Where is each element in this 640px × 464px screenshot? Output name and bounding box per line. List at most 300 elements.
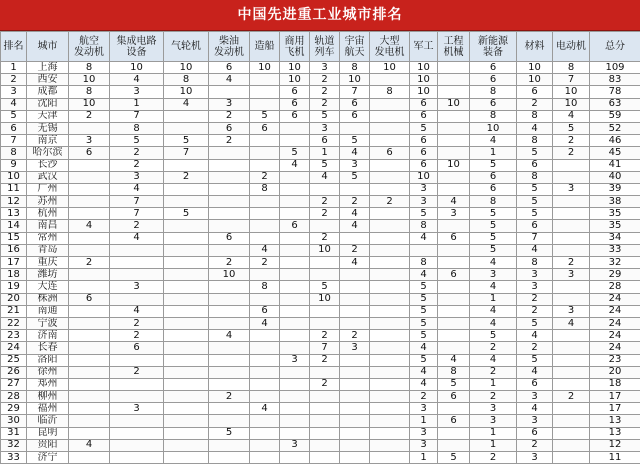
- score-cell: [340, 293, 370, 305]
- score-cell: 6: [470, 171, 517, 183]
- table-body: [1, 62, 640, 464]
- score-cell: 10: [280, 62, 310, 74]
- score-cell: 6: [410, 147, 438, 159]
- score-cell: 4: [410, 366, 438, 378]
- score-cell: [209, 281, 250, 293]
- score-cell: 4: [470, 317, 517, 329]
- score-cell: 2: [470, 342, 517, 354]
- score-cell: [438, 183, 470, 195]
- rank-cell: 10: [1, 171, 27, 183]
- score-cell: [110, 354, 164, 366]
- score-cell: [553, 281, 590, 293]
- rank-cell: 18: [1, 269, 27, 281]
- score-cell: [69, 122, 110, 134]
- score-cell: [209, 366, 250, 378]
- score-cell: 2: [310, 232, 340, 244]
- score-cell: 7: [110, 110, 164, 122]
- rank-cell: 3: [1, 86, 27, 98]
- total-cell: 109: [590, 62, 640, 74]
- table-row: [1, 110, 640, 122]
- score-cell: 5: [340, 171, 370, 183]
- column-header-line: 列车: [310, 47, 339, 58]
- score-cell: [553, 366, 590, 378]
- score-cell: [438, 439, 470, 451]
- city-cell: 杭州: [27, 208, 69, 220]
- total-cell: 32: [590, 257, 640, 269]
- score-cell: 3: [69, 135, 110, 147]
- score-cell: 10: [370, 62, 410, 74]
- score-cell: [164, 159, 209, 171]
- score-cell: [69, 354, 110, 366]
- rank-cell: 23: [1, 330, 27, 342]
- score-cell: 3: [410, 427, 438, 439]
- rank-cell: 16: [1, 244, 27, 256]
- rank-cell: 28: [1, 391, 27, 403]
- score-cell: 2: [250, 257, 280, 269]
- total-cell: 13: [590, 427, 640, 439]
- score-cell: [553, 439, 590, 451]
- rank-cell: 13: [1, 208, 27, 220]
- score-cell: 4: [470, 354, 517, 366]
- total-cell: 63: [590, 98, 640, 110]
- score-cell: [370, 110, 410, 122]
- score-cell: 3: [410, 439, 438, 451]
- score-cell: 1: [470, 147, 517, 159]
- rank-cell: 24: [1, 342, 27, 354]
- score-cell: [310, 452, 340, 464]
- score-cell: 10: [310, 293, 340, 305]
- rank-cell: 11: [1, 183, 27, 195]
- score-cell: 3: [110, 403, 164, 415]
- score-cell: [69, 232, 110, 244]
- score-cell: 2: [517, 293, 553, 305]
- score-cell: 8: [410, 220, 438, 232]
- score-cell: 6: [209, 62, 250, 74]
- city-cell: 徐州: [27, 366, 69, 378]
- score-cell: [438, 257, 470, 269]
- score-cell: [209, 171, 250, 183]
- score-cell: [110, 391, 164, 403]
- total-cell: 17: [590, 403, 640, 415]
- score-cell: 1: [110, 98, 164, 110]
- city-cell: 临沂: [27, 415, 69, 427]
- score-cell: [164, 391, 209, 403]
- score-cell: 8: [470, 86, 517, 98]
- score-cell: [310, 415, 340, 427]
- score-cell: [250, 208, 280, 220]
- score-cell: [164, 244, 209, 256]
- total-cell: 29: [590, 269, 640, 281]
- score-cell: [370, 232, 410, 244]
- score-cell: [250, 147, 280, 159]
- rank-cell: 19: [1, 281, 27, 293]
- table-title: 中国先进重工业城市排名: [0, 0, 640, 31]
- table-row: [1, 342, 640, 354]
- column-header-line: 商用: [280, 36, 309, 47]
- score-cell: [250, 135, 280, 147]
- total-cell: 46: [590, 135, 640, 147]
- score-cell: 5: [410, 293, 438, 305]
- score-cell: [370, 342, 410, 354]
- total-cell: 24: [590, 293, 640, 305]
- total-cell: 41: [590, 159, 640, 171]
- score-cell: 8: [410, 257, 438, 269]
- score-cell: 6: [470, 183, 517, 195]
- column-header-line: 柴油: [209, 36, 249, 47]
- score-cell: 5: [164, 208, 209, 220]
- score-cell: 6: [280, 220, 310, 232]
- score-cell: [69, 159, 110, 171]
- score-cell: 3: [280, 439, 310, 451]
- rank-cell: 27: [1, 378, 27, 390]
- score-cell: 6: [517, 220, 553, 232]
- score-cell: [164, 293, 209, 305]
- score-cell: [370, 378, 410, 390]
- score-cell: [209, 196, 250, 208]
- score-cell: 10: [250, 62, 280, 74]
- score-cell: [438, 427, 470, 439]
- score-cell: 1: [470, 439, 517, 451]
- rank-cell: 17: [1, 257, 27, 269]
- score-cell: [310, 183, 340, 195]
- score-cell: 5: [470, 232, 517, 244]
- score-cell: 3: [517, 391, 553, 403]
- score-cell: [280, 196, 310, 208]
- score-cell: 4: [553, 317, 590, 329]
- column-header: [110, 32, 164, 62]
- score-cell: [310, 220, 340, 232]
- score-cell: [280, 171, 310, 183]
- score-cell: 3: [517, 452, 553, 464]
- score-cell: 5: [164, 135, 209, 147]
- score-cell: 3: [280, 354, 310, 366]
- city-cell: 柳州: [27, 391, 69, 403]
- score-cell: [69, 171, 110, 183]
- score-cell: [164, 220, 209, 232]
- score-cell: 1: [470, 378, 517, 390]
- table-row: [1, 183, 640, 195]
- column-header: [340, 32, 370, 62]
- score-cell: [69, 330, 110, 342]
- score-cell: 6: [517, 427, 553, 439]
- score-cell: 1: [410, 415, 438, 427]
- score-cell: [209, 208, 250, 220]
- rank-cell: 9: [1, 159, 27, 171]
- score-cell: [250, 232, 280, 244]
- table-row: [1, 317, 640, 329]
- table-row: [1, 305, 640, 317]
- score-cell: [553, 378, 590, 390]
- score-cell: [209, 220, 250, 232]
- score-cell: 2: [470, 391, 517, 403]
- rank-cell: 2: [1, 74, 27, 86]
- score-cell: [164, 232, 209, 244]
- score-cell: 8: [69, 86, 110, 98]
- score-cell: [69, 403, 110, 415]
- rank-cell: 1: [1, 62, 27, 74]
- score-cell: [370, 293, 410, 305]
- city-cell: 上海: [27, 62, 69, 74]
- score-cell: [280, 452, 310, 464]
- score-cell: [438, 122, 470, 134]
- score-cell: 6: [370, 147, 410, 159]
- score-cell: [340, 317, 370, 329]
- score-cell: [310, 257, 340, 269]
- score-cell: 10: [438, 159, 470, 171]
- score-cell: [209, 403, 250, 415]
- score-cell: [110, 244, 164, 256]
- city-cell: 长春: [27, 342, 69, 354]
- score-cell: [69, 269, 110, 281]
- score-cell: 4: [110, 305, 164, 317]
- score-cell: [370, 439, 410, 451]
- total-cell: 40: [590, 171, 640, 183]
- score-cell: [280, 135, 310, 147]
- score-cell: [69, 208, 110, 220]
- score-cell: 5: [280, 147, 310, 159]
- score-cell: 3: [110, 86, 164, 98]
- table-row: [1, 427, 640, 439]
- score-cell: [553, 427, 590, 439]
- table-row: [1, 403, 640, 415]
- score-cell: 2: [310, 98, 340, 110]
- column-header: [553, 32, 590, 62]
- score-cell: [250, 269, 280, 281]
- score-cell: 3: [310, 122, 340, 134]
- score-cell: [553, 342, 590, 354]
- score-cell: [340, 232, 370, 244]
- city-cell: 常州: [27, 232, 69, 244]
- score-cell: 2: [310, 196, 340, 208]
- score-cell: [250, 98, 280, 110]
- score-cell: [69, 427, 110, 439]
- score-cell: [340, 366, 370, 378]
- score-cell: 10: [410, 62, 438, 74]
- score-cell: [280, 232, 310, 244]
- score-cell: 8: [517, 135, 553, 147]
- score-cell: [370, 244, 410, 256]
- score-cell: [438, 220, 470, 232]
- score-cell: [110, 415, 164, 427]
- score-cell: [209, 244, 250, 256]
- score-cell: 2: [340, 196, 370, 208]
- rank-cell: 25: [1, 354, 27, 366]
- score-cell: [164, 439, 209, 451]
- score-cell: [370, 159, 410, 171]
- score-cell: 8: [517, 171, 553, 183]
- column-header-line: 轨道: [310, 36, 339, 47]
- score-cell: 5: [470, 330, 517, 342]
- column-header: [310, 32, 340, 62]
- column-header-line: 航天: [340, 47, 369, 58]
- table-row: [1, 415, 640, 427]
- table-row: [1, 135, 640, 147]
- rank-cell: 29: [1, 403, 27, 415]
- score-cell: [370, 452, 410, 464]
- score-cell: 10: [69, 74, 110, 86]
- city-cell: 长沙: [27, 159, 69, 171]
- score-cell: 2: [69, 257, 110, 269]
- score-cell: 6: [209, 232, 250, 244]
- score-cell: 4: [340, 220, 370, 232]
- score-cell: 5: [517, 183, 553, 195]
- score-cell: 2: [553, 257, 590, 269]
- column-header-line: 材料: [517, 41, 552, 52]
- score-cell: 8: [340, 62, 370, 74]
- score-cell: 3: [470, 415, 517, 427]
- score-cell: [438, 171, 470, 183]
- score-cell: 3: [410, 196, 438, 208]
- table-row: [1, 159, 640, 171]
- column-header-line: 排名: [1, 41, 26, 52]
- city-cell: 潍坊: [27, 269, 69, 281]
- score-cell: 4: [517, 244, 553, 256]
- score-cell: 2: [517, 439, 553, 451]
- rank-cell: 15: [1, 232, 27, 244]
- score-cell: 2: [470, 366, 517, 378]
- score-cell: 4: [250, 244, 280, 256]
- score-cell: 5: [517, 208, 553, 220]
- column-header: [164, 32, 209, 62]
- score-cell: 4: [250, 317, 280, 329]
- score-cell: [280, 305, 310, 317]
- score-cell: 4: [310, 171, 340, 183]
- score-cell: [250, 427, 280, 439]
- score-cell: 5: [250, 110, 280, 122]
- table-row: [1, 354, 640, 366]
- score-cell: [164, 269, 209, 281]
- score-cell: 8: [517, 110, 553, 122]
- city-cell: 无锡: [27, 122, 69, 134]
- score-cell: 2: [250, 171, 280, 183]
- score-cell: [280, 391, 310, 403]
- score-cell: [209, 159, 250, 171]
- score-cell: [69, 415, 110, 427]
- score-cell: 3: [110, 171, 164, 183]
- score-cell: 2: [110, 159, 164, 171]
- score-cell: [69, 281, 110, 293]
- score-cell: [69, 305, 110, 317]
- score-cell: [250, 439, 280, 451]
- score-cell: [553, 220, 590, 232]
- city-cell: 重庆: [27, 257, 69, 269]
- score-cell: [164, 305, 209, 317]
- score-cell: [69, 366, 110, 378]
- score-cell: 4: [340, 208, 370, 220]
- column-header-line: 气轮机: [164, 41, 208, 52]
- score-cell: 7: [517, 232, 553, 244]
- table-row: [1, 452, 640, 464]
- total-cell: 18: [590, 378, 640, 390]
- score-cell: 5: [517, 354, 553, 366]
- table-row: [1, 366, 640, 378]
- score-cell: 3: [310, 62, 340, 74]
- column-header-line: 发动机: [209, 47, 249, 58]
- city-cell: 昆明: [27, 427, 69, 439]
- score-cell: [164, 317, 209, 329]
- score-cell: [209, 86, 250, 98]
- score-cell: 6: [438, 269, 470, 281]
- score-cell: 5: [410, 122, 438, 134]
- column-header-line: 电动机: [553, 41, 589, 52]
- score-cell: 4: [438, 196, 470, 208]
- total-cell: 24: [590, 317, 640, 329]
- score-cell: [438, 110, 470, 122]
- score-cell: 3: [470, 403, 517, 415]
- score-cell: [438, 403, 470, 415]
- score-cell: [69, 244, 110, 256]
- score-cell: 6: [410, 110, 438, 122]
- city-cell: 天津: [27, 110, 69, 122]
- rank-cell: 5: [1, 110, 27, 122]
- score-cell: [280, 293, 310, 305]
- score-cell: [250, 159, 280, 171]
- score-cell: 10: [164, 62, 209, 74]
- score-cell: 2: [553, 135, 590, 147]
- city-cell: 南昌: [27, 220, 69, 232]
- score-cell: [164, 415, 209, 427]
- score-cell: 6: [69, 293, 110, 305]
- score-cell: [250, 366, 280, 378]
- column-header-line: 工程: [438, 36, 469, 47]
- score-cell: 3: [517, 281, 553, 293]
- score-cell: [164, 342, 209, 354]
- score-cell: 2: [370, 196, 410, 208]
- rank-cell: 31: [1, 427, 27, 439]
- score-cell: [553, 403, 590, 415]
- score-cell: [164, 110, 209, 122]
- score-cell: 8: [250, 183, 280, 195]
- score-cell: 5: [310, 110, 340, 122]
- total-cell: 24: [590, 342, 640, 354]
- score-cell: 4: [69, 220, 110, 232]
- column-header-line: 机械: [438, 47, 469, 58]
- score-cell: [69, 342, 110, 354]
- score-cell: [280, 378, 310, 390]
- score-cell: [370, 171, 410, 183]
- score-cell: [250, 330, 280, 342]
- score-cell: 10: [310, 244, 340, 256]
- score-cell: 4: [517, 366, 553, 378]
- score-cell: 8: [553, 62, 590, 74]
- table-row: [1, 196, 640, 208]
- score-cell: [209, 183, 250, 195]
- score-cell: 1: [410, 452, 438, 464]
- total-cell: 20: [590, 366, 640, 378]
- city-cell: 济宁: [27, 452, 69, 464]
- score-cell: 6: [340, 98, 370, 110]
- city-cell: 沈阳: [27, 98, 69, 110]
- score-cell: 6: [438, 415, 470, 427]
- score-cell: [553, 196, 590, 208]
- score-cell: [340, 378, 370, 390]
- score-cell: 4: [517, 330, 553, 342]
- score-cell: 2: [110, 220, 164, 232]
- score-cell: [280, 403, 310, 415]
- score-cell: 4: [209, 330, 250, 342]
- total-cell: 39: [590, 183, 640, 195]
- score-cell: 5: [410, 208, 438, 220]
- score-cell: [370, 415, 410, 427]
- score-cell: 2: [470, 452, 517, 464]
- score-cell: [209, 354, 250, 366]
- score-cell: 7: [310, 342, 340, 354]
- score-cell: 5: [410, 330, 438, 342]
- score-cell: [370, 269, 410, 281]
- score-cell: [250, 415, 280, 427]
- column-header-line: 发动机: [69, 47, 109, 58]
- score-cell: 2: [340, 244, 370, 256]
